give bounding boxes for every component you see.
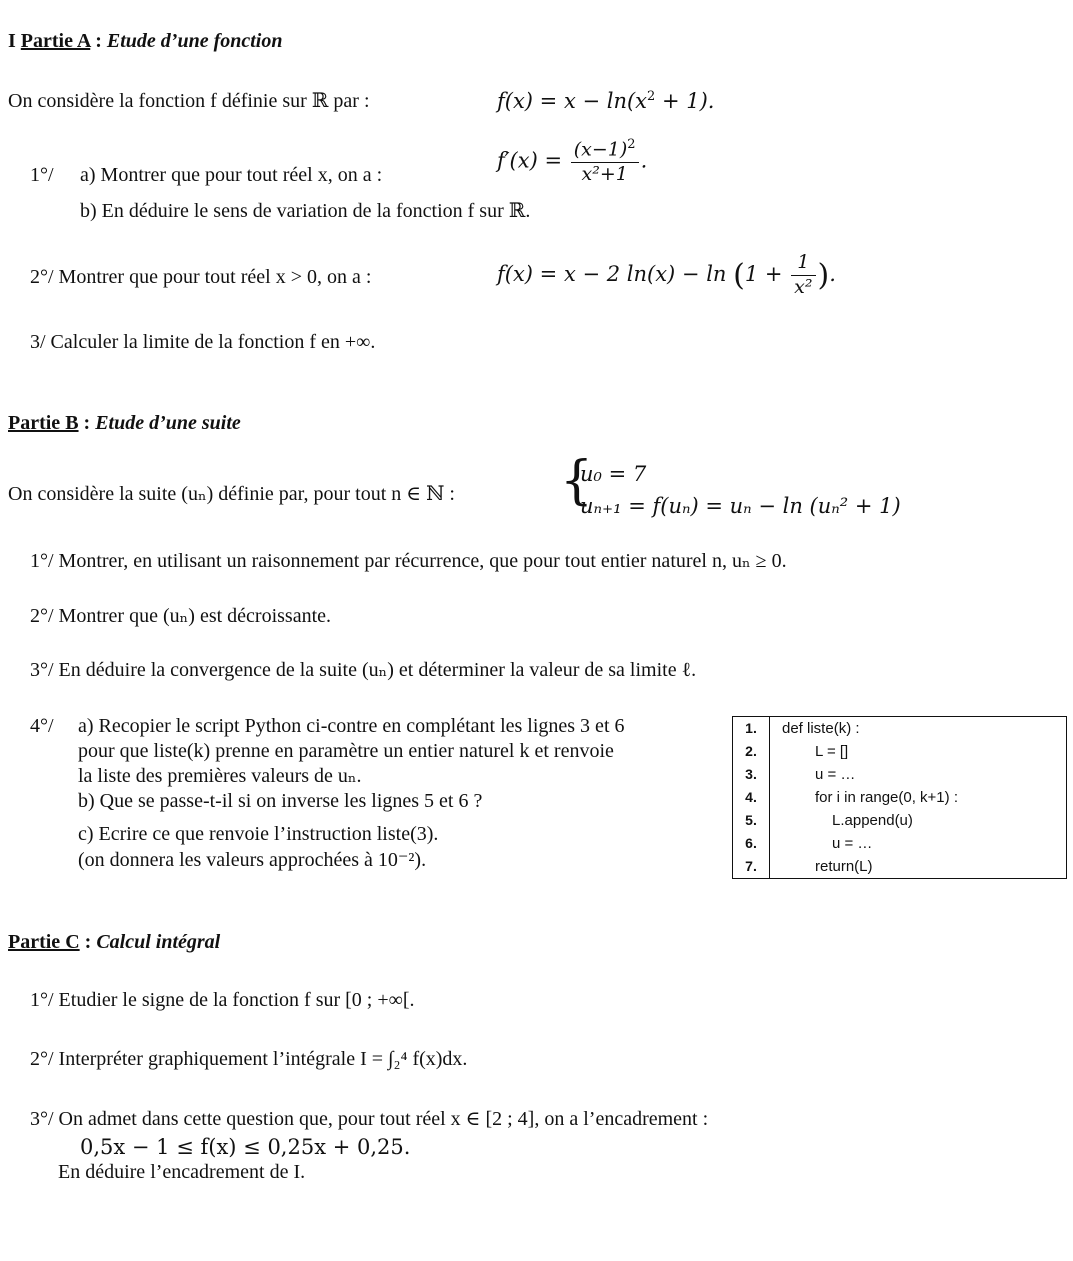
code-line: 5. L.append(u) bbox=[733, 809, 1067, 832]
part-c-label: Partie C bbox=[8, 931, 80, 953]
derivative-fraction: $\frac{(x-1)^2}{\text{x²+1}}$ bbox=[571, 138, 639, 186]
question-a2: 2°/ Montrer que pour tout réel x > 0, on a : bbox=[30, 266, 372, 288]
question-b4-line: b) Que se passe-t-il si on inverse les lignes 5 et 6 ? bbox=[78, 790, 483, 812]
part-b-label: Partie B bbox=[8, 412, 79, 434]
sequence-recurrence: uₙ₊₁ = f(uₙ) = uₙ − ln (uₙ² + 1) bbox=[580, 494, 901, 518]
question-c2: 2°/ Interpréter graphiquement l’intégrale I = ∫₂⁴ f(x)dx. bbox=[30, 1048, 468, 1070]
derivative-formula: f′(x) = $\frac{(x-1)^2}{\text{x²+1}}$ . bbox=[497, 137, 648, 186]
part-a-heading: I Partie A : Etude d’une fonction bbox=[8, 30, 283, 52]
part-b-intro: On considère la suite (uₙ) définie par, pour tout n ∈ ℕ : bbox=[8, 483, 455, 505]
code-line: 1. def liste(k) : bbox=[733, 717, 1067, 741]
question-c3: 3°/ On admet dans cette question que, pour tout réel x ∈ [2 ; 4], on a l’encadrement : bbox=[30, 1108, 709, 1130]
code-line: 2. L = [] bbox=[733, 740, 1067, 763]
python-script bbox=[732, 716, 1067, 879]
code-line: 3. u = … bbox=[733, 763, 1067, 786]
inverse-square-fraction: $\frac{1}{\text{x²}}$ bbox=[791, 252, 815, 299]
question-b2: 2°/ Montrer que (uₙ) est décroissante. bbox=[30, 605, 332, 627]
question-b4-line: la liste des premières valeurs de uₙ. bbox=[78, 765, 362, 787]
code-line: 6. u = … bbox=[733, 832, 1067, 855]
sequence-initial: u₀ = 7 bbox=[580, 462, 647, 486]
question-b4-line: (on donnera les valeurs approchées à 10⁻²). bbox=[78, 849, 427, 871]
question-c1: 1°/ Etudier le signe de la fonction f sur [0 ; +∞[. bbox=[30, 989, 415, 1011]
inequality-bounds: 0,5x − 1 ≤ f(x) ≤ 0,25x + 0,25. bbox=[80, 1135, 411, 1159]
part-a-label: Partie A bbox=[20, 30, 91, 52]
part-a-title: Etude d’une fonction bbox=[106, 30, 283, 52]
question-a1a: a) Montrer que pour tout réel x, on a : bbox=[80, 164, 383, 186]
code-line: 4. for i in range(0, k+1) : bbox=[733, 786, 1067, 809]
question-a1b: b) En déduire le sens de variation de la fonction f sur ℝ. bbox=[80, 200, 531, 222]
question-b3: 3°/ En déduire la convergence de la suite (uₙ) et déterminer la valeur de sa limite ℓ. bbox=[30, 659, 697, 681]
part-c-heading: Partie C : Calcul intégral bbox=[8, 931, 221, 953]
part-a-number: I bbox=[8, 30, 16, 52]
question-b4-line: pour que liste(k) prenne en paramètre un entier naturel k et renvoie bbox=[78, 740, 614, 762]
question-b4-line: c) Ecrire ce que renvoie l’instruction liste(3). bbox=[78, 823, 439, 845]
part-a-intro: On considère la fonction f définie sur ℝ par : bbox=[8, 90, 370, 112]
question-c3-conclusion: En déduire l’encadrement de I. bbox=[58, 1161, 306, 1183]
part-b-heading: Partie B : Etude d’une suite bbox=[8, 412, 241, 434]
part-c-title: Calcul intégral bbox=[96, 931, 221, 953]
function-rewrite: f(x) = x − 2 ln(x) − ln (1 + $\frac{1}{\text{x²}}$ ). bbox=[497, 251, 836, 298]
question-b4-line: a) Recopier le script Python ci-contre en complétant les lignes 3 et 6 bbox=[78, 715, 625, 737]
function-definition: $f(x) = x - \ln(x^2 + 1)$. bbox=[497, 89, 715, 113]
question-b4-number: 4°/ bbox=[30, 715, 54, 737]
question-a1-number: 1°/ bbox=[30, 164, 54, 186]
question-a3: 3/ Calculer la limite de la fonction f en +∞. bbox=[30, 331, 376, 353]
question-b1: 1°/ Montrer, en utilisant un raisonnement par récurrence, que pour tout entier naturel n, uₙ ≥ 0. bbox=[30, 550, 787, 572]
part-b-title: Etude d’une suite bbox=[95, 412, 241, 434]
code-line: 7. return(L) bbox=[733, 855, 1067, 879]
left-brace: { bbox=[560, 451, 594, 511]
